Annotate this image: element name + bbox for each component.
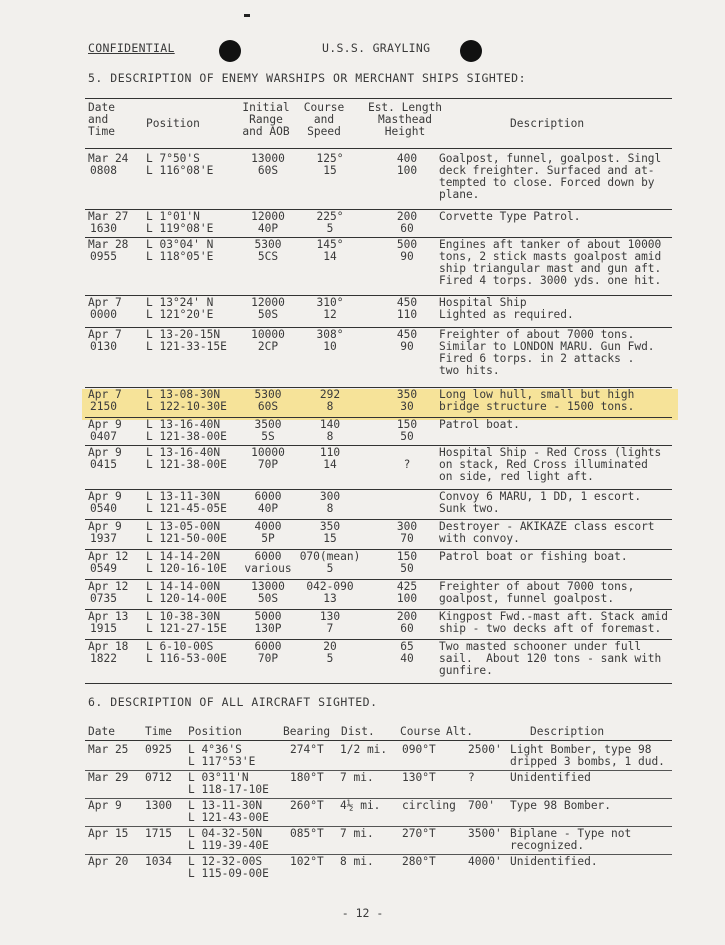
th-course-speed: Course and Speed [303,101,345,138]
row-length: 300 [396,520,418,533]
row-course: 140 [319,418,341,431]
air-description-line: dripped 3 bombs, 1 dud. [510,755,665,768]
row-description-line: Convoy 6 MARU, 1 DD, 1 escort. [439,490,642,503]
row-date: Apr 18 [88,640,129,653]
row-speed: 10 [323,340,337,353]
row-time: 1822 [90,652,117,665]
row-aob: 40P [257,222,279,235]
row-aob: 50S [257,308,279,321]
row-date: Apr 7 [88,296,122,309]
air-row-rule [85,854,672,855]
row-rule [85,549,672,550]
row-description-line: on stack, Red Cross illuminated [439,458,648,471]
row-course: 042-090 [306,580,354,593]
air-latitude: L 03°11'N [188,771,249,784]
row-speed: 8 [326,430,334,443]
air-time: 0712 [145,771,172,784]
row-rule [85,295,672,296]
row-description-line: Sunk two. [439,502,500,515]
row-length: 425 [396,580,418,593]
row-range: 5300 [254,388,282,401]
air-time: 1300 [145,799,172,812]
air-longitude: L 121-43-00E [188,811,269,824]
air-description-line: Unidentified [510,771,591,784]
row-length: 400 [396,152,418,165]
row-date: Apr 7 [88,388,122,401]
row-length: 150 [396,550,418,563]
row-longitude: L 118°05'E [146,250,214,263]
row-description-line: Corvette Type Patrol. [439,210,581,223]
row-speed: 13 [323,592,337,605]
row-date: Apr 9 [88,490,122,503]
row-description-line: Fired 4 torps. 3000 yds. one hit. [439,274,662,287]
ship-name: U.S.S. GRAYLING [322,41,431,55]
row-description-line: Hospital Ship [439,296,527,309]
row-time: 0540 [90,502,117,515]
row-height: 100 [396,592,418,605]
th6-time: Time [145,725,172,738]
row-aob: 5S [261,430,275,443]
row-speed: 15 [323,532,337,545]
row-rule [85,519,672,520]
row-length: 450 [396,296,418,309]
th-initial-range: Initial Range and AOB [242,101,290,138]
air-date: Apr 9 [88,799,122,812]
row-rule [85,639,672,640]
air-description-line: Biplane - Type not [510,827,632,840]
row-latitude: L 14-14-00N [146,580,221,593]
air-date: Mar 29 [88,771,129,784]
th-date-time: Date and Time [88,101,115,138]
row-aob: 40P [257,502,279,515]
row-range: 6000 [254,490,282,503]
row-time: 1915 [90,622,117,635]
row-longitude: L 121-38-00E [146,458,227,471]
row-longitude: L 121-27-15E [146,622,227,635]
row-speed: 5 [326,562,334,575]
row-date: Apr 12 [88,550,129,563]
row-time: 0955 [90,250,117,263]
row-height: 60 [400,622,414,635]
row-aob: 5CS [257,250,279,263]
th-description: Description [510,117,585,130]
row-description-line: on side, red light aft. [439,470,594,483]
row-description-line: Freighter of about 7000 tons, [439,580,635,593]
row-aob: 60S [257,164,279,177]
th-est-length: Est. Length Masthead Height [367,101,443,138]
row-height: 40 [400,652,414,665]
row-course: 350 [319,520,341,533]
punch-hole-left [219,40,241,62]
row-rule [85,237,672,238]
row-aob: various [244,562,292,575]
row-time: 0808 [90,164,117,177]
row-time: 0735 [90,592,117,605]
air-bearing: 260°T [290,799,324,812]
air-altitude: ? [468,771,475,784]
row-range: 12000 [251,210,285,223]
air-altitude: 700' [468,799,495,812]
air-bearing: 274°T [290,743,324,756]
air-row-rule [85,826,672,827]
row-rule [85,579,672,580]
air-distance: 7 mi. [340,771,374,784]
air-distance: 7 mi. [340,827,374,840]
row-longitude: L 120-16-10E [146,562,227,575]
row-date: Apr 13 [88,610,129,623]
row-range: 5300 [254,238,282,251]
row-speed: 12 [323,308,337,321]
row-time: 0407 [90,430,117,443]
row-length: 200 [396,610,418,623]
th6-bearing: Bearing [283,725,331,738]
row-description-line: Patrol boat. [439,418,520,431]
scan-mark [244,14,250,17]
row-date: Mar 24 [88,152,129,165]
air-bearing: 102°T [290,855,324,868]
th-position: Position [146,117,200,130]
row-description-line: Hospital Ship - Red Cross (lights [439,446,662,459]
air-latitude: L 4°36'S [188,743,242,756]
row-height: 100 [396,164,418,177]
row-description-line: deck freighter. Surfaced and at- [439,164,655,177]
row-aob: 70P [257,458,279,471]
row-latitude: L 1°01'N [146,210,200,223]
th6-dist: Dist. [341,725,375,738]
row-longitude: L 119°08'E [146,222,214,235]
row-range: 4000 [254,520,282,533]
th6-date: Date [88,725,115,738]
row-longitude: L 121-33-15E [146,340,227,353]
row-course: 225° [316,210,344,223]
row-description-line: Two masted schooner under full [439,640,642,653]
row-range: 12000 [251,296,285,309]
row-latitude: L 13-16-40N [146,418,221,431]
row-longitude: L 121-50-00E [146,532,227,545]
air-date: Apr 20 [88,855,129,868]
air-altitude: 3500' [468,827,502,840]
air-altitude: 2500' [468,743,502,756]
row-length: 150 [396,418,418,431]
row-speed: 8 [326,400,334,413]
row-speed: 15 [323,164,337,177]
row-rule [85,327,672,328]
row-height: 50 [400,562,414,575]
row-course: 308° [316,328,344,341]
air-description-line: Type 98 Bomber. [510,799,612,812]
row-height: 50 [400,430,414,443]
classification: CONFIDENTIAL [88,41,175,55]
row-height: 60 [400,222,414,235]
row-latitude: L 13-16-40N [146,446,221,459]
row-height: 70 [400,532,414,545]
row-latitude: L 13°24' N [146,296,214,309]
row-rule [85,209,672,210]
row-date: Apr 9 [88,520,122,533]
row-rule [85,489,672,490]
row-description-line: Goalpost, funnel, goalpost. Singl [439,152,662,165]
row-description-line: Lighted as required. [439,308,574,321]
row-longitude: L 121-45-05E [146,502,227,515]
row-description-line: plane. [439,188,480,201]
row-course: 110 [319,446,341,459]
row-latitude: L 13-05-00N [146,520,221,533]
row-range: 6000 [254,640,282,653]
air-distance: 8 mi. [340,855,374,868]
row-length: 65 [400,640,414,653]
row-latitude: L 13-08-30N [146,388,221,401]
row-longitude: L 121°20'E [146,308,214,321]
row-description-line: Long low hull, small but high [439,388,635,401]
row-latitude: L 6-10-00S [146,640,214,653]
air-time: 1715 [145,827,172,840]
row-aob: 50S [257,592,279,605]
th6-course: Course [400,725,441,738]
row-longitude: L 122-10-30E [146,400,227,413]
row-course: 125° [316,152,344,165]
row-range: 10000 [251,328,285,341]
row-date: Apr 9 [88,446,122,459]
row-course: 145° [316,238,344,251]
row-time: 1630 [90,222,117,235]
row-date: Apr 7 [88,328,122,341]
row-speed: 5 [326,222,334,235]
row-longitude: L 116-53-00E [146,652,227,665]
air-course: 090°T [402,743,436,756]
row-description-line: Freighter of about 7000 tons. [439,328,635,341]
row-range: 10000 [251,446,285,459]
row-description-line: two hits. [439,364,500,377]
row-range: 13000 [251,580,285,593]
row-height: 30 [400,400,414,413]
air-row-rule [85,770,672,771]
row-aob: 60S [257,400,279,413]
row-latitude: L 13-20-15N [146,328,221,341]
row-aob: 70P [257,652,279,665]
air-description-line: Light Bomber, type 98 [510,743,652,756]
air-date: Mar 25 [88,743,129,756]
row-time: 0000 [90,308,117,321]
row-description-line: Kingpost Fwd.-mast aft. Stack amid [439,610,669,623]
air-time: 0925 [145,743,172,756]
row-speed: 7 [326,622,334,635]
row-course: 300 [319,490,341,503]
row-time: 0415 [90,458,117,471]
air-distance: 1/2 mi. [340,743,388,756]
row-longitude: L 121-38-00E [146,430,227,443]
air-latitude: L 04-32-50N [188,827,263,840]
air-date: Apr 15 [88,827,129,840]
row-range: 13000 [251,152,285,165]
air-time: 1034 [145,855,172,868]
air-distance: 4½ mi. [340,799,381,812]
row-description-line: gunfire. [439,664,493,677]
table-top-rule [85,98,672,99]
row-range: 6000 [254,550,282,563]
row-description-line: Fired 6 torps. in 2 attacks . [439,352,635,365]
row-length: 450 [396,328,418,341]
row-latitude: L 13-11-30N [146,490,221,503]
row-speed: 14 [323,250,337,263]
row-speed: 8 [326,502,334,515]
row-time: 1937 [90,532,117,545]
row-speed: 5 [326,652,334,665]
air-longitude: L 115-09-00E [188,867,269,880]
row-description-line: with convoy. [439,532,520,545]
row-description-line: tempted to close. Forced down by [439,176,655,189]
air-course: 130°T [402,771,436,784]
row-description-line: Engines aft tanker of about 10000 [439,238,662,251]
row-description-line: Similar to LONDON MARU. Gun Fwd. [439,340,655,353]
row-course: 130 [319,610,341,623]
row-description-line: Patrol boat or fishing boat. [439,550,628,563]
air-longitude: L 117°53'E [188,755,256,768]
row-time: 0130 [90,340,117,353]
row-longitude: L 116°08'E [146,164,214,177]
air-longitude: L 119-39-40E [188,839,269,852]
row-course: 292 [319,388,341,401]
row-latitude: L 7°50'S [146,152,200,165]
section-5-title: 5. DESCRIPTION OF ENEMY WARSHIPS OR MERCHANT SHIPS SIGHTED: [88,71,526,85]
row-rule [85,445,672,446]
air-description-line: Unidentified. [510,855,598,868]
air-course: 280°T [402,855,436,868]
row-range: 5000 [254,610,282,623]
row-description-line: ship triangular mast and gun aft. [439,262,662,275]
row-speed: 14 [323,458,337,471]
row-description-line: sail. About 120 tons - sank with [439,652,662,665]
row-description-line: tons, 2 stick masts goalpost amid [439,250,662,263]
row-time: 0549 [90,562,117,575]
row-height: ? [403,458,411,471]
air-course: 270°T [402,827,436,840]
punch-hole-right [460,40,482,62]
row-aob: 2CP [257,340,279,353]
air-course: circling [402,799,456,812]
row-latitude: L 10-38-30N [146,610,221,623]
row-date: Apr 12 [88,580,129,593]
row-latitude: L 14-14-20N [146,550,221,563]
row-height: 110 [396,308,418,321]
row-aob: 130P [254,622,282,635]
air-bearing: 180°T [290,771,324,784]
th6-alt: Alt. [446,725,473,738]
table-bottom-rule [85,683,672,684]
row-latitude: L 03°04' N [146,238,214,251]
row-course: 070(mean) [299,550,361,563]
air-altitude: 4000' [468,855,502,868]
air-longitude: L 118-17-10E [188,783,269,796]
row-height: 90 [400,250,414,263]
row-rule [85,609,672,610]
row-range: 3500 [254,418,282,431]
th6-description: Description [530,725,605,738]
header-bottom-rule [85,148,672,149]
air-row-rule [85,798,672,799]
air-bearing: 085°T [290,827,324,840]
row-date: Apr 9 [88,418,122,431]
row-rule [85,417,672,418]
row-description-line: ship - two decks aft of foremast. [439,622,662,635]
row-longitude: L 120-14-00E [146,592,227,605]
row-date: Mar 28 [88,238,129,251]
air-latitude: L 13-11-30N [188,799,263,812]
th6-position: Position [188,725,242,738]
row-height: 90 [400,340,414,353]
row-date: Mar 27 [88,210,129,223]
table6-top-rule [85,740,672,741]
row-time: 2150 [90,400,117,413]
row-length: 500 [396,238,418,251]
row-description-line: goalpost, funnel goalpost. [439,592,615,605]
row-course: 310° [316,296,344,309]
page-number: - 12 - [341,906,384,920]
row-length: 350 [396,388,418,401]
row-aob: 5P [261,532,275,545]
row-description-line: Destroyer - AKIKAZE class escort [439,520,655,533]
row-description-line: bridge structure - 1500 tons. [439,400,635,413]
section-6-title: 6. DESCRIPTION OF ALL AIRCRAFT SIGHTED. [88,695,378,709]
row-course: 20 [323,640,337,653]
air-latitude: L 12-32-00S [188,855,263,868]
air-description-line: recognized. [510,839,585,852]
row-rule [85,387,672,388]
row-length: 200 [396,210,418,223]
